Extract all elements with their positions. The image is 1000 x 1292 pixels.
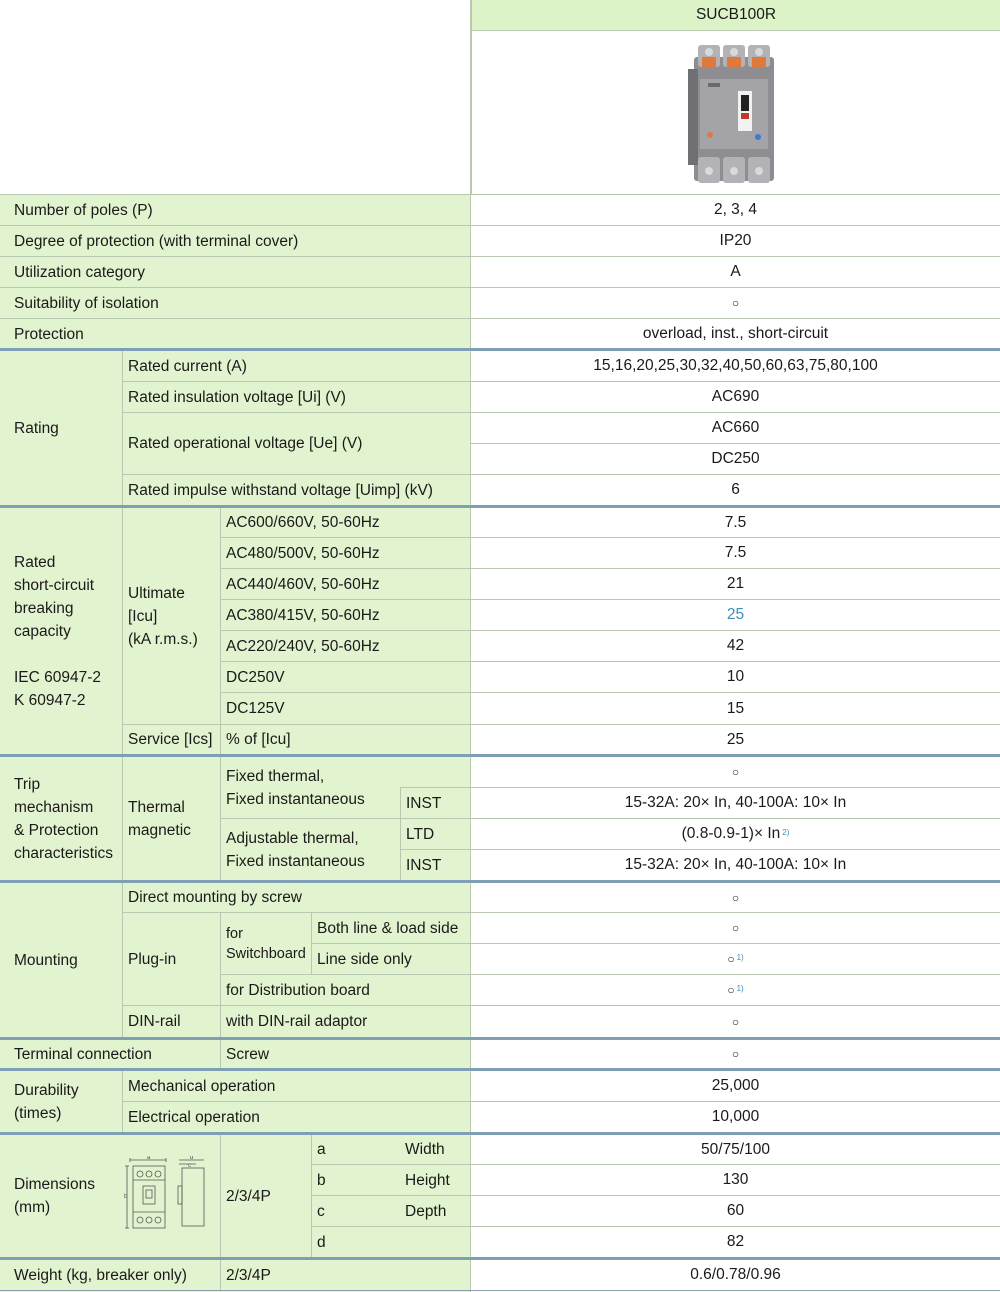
dimension-code: a xyxy=(317,1141,326,1158)
insulation-voltage-value: AC690 xyxy=(711,388,760,405)
switchboard-label: for Switchboard xyxy=(226,925,306,962)
terminal-connection-value: ○ xyxy=(731,1047,740,1061)
adj-ltd-value: (0.8-0.9-1)× In $^{2)}$ xyxy=(681,825,790,842)
distribution-board-label: for Distribution board xyxy=(226,981,370,999)
rated-current-label: Rated current (A) xyxy=(128,357,247,375)
drawing-label-a: a xyxy=(147,1156,151,1161)
insulation-voltage-label: Rated insulation voltage [Ui] (V) xyxy=(128,388,346,406)
breaking-row-value: 7.5 xyxy=(724,513,747,531)
breaking-row-label: AC480/500V, 50-60Hz xyxy=(226,544,380,562)
drawing-label-d: d xyxy=(190,1156,194,1161)
general-row-label: Utilization category xyxy=(14,263,145,281)
general-row-label: Protection xyxy=(14,325,84,343)
direct-mounting-label: Direct mounting by screw xyxy=(128,889,303,906)
mounting-group-label: Mounting xyxy=(14,951,78,969)
service-ics-value: 25 xyxy=(726,730,745,748)
breaking-row-label: AC380/415V, 50-60Hz xyxy=(226,606,380,624)
fixed-thermal-label: Fixed thermal, Fixed instantaneous xyxy=(226,767,365,808)
dimension-drawing xyxy=(124,1156,216,1236)
fixed-inst-value: 15-32A: 20× In, 40-100A: 10× In xyxy=(624,794,847,811)
general-row-value: 2, 3, 4 xyxy=(713,201,758,218)
din-rail-label: DIN-rail xyxy=(128,1013,181,1030)
general-row-label: Number of poles (P) xyxy=(14,201,153,219)
fixed-thermal-value: ○ xyxy=(731,765,740,779)
service-ics-sub-label: % of [Icu] xyxy=(226,731,291,748)
dimension-code: b xyxy=(317,1171,326,1189)
breaking-row-label: AC600/660V, 50-60Hz xyxy=(226,514,380,531)
adjustable-thermal-label: Adjustable thermal, Fixed instantaneous xyxy=(226,829,365,870)
weight-poles-label: 2/3/4P xyxy=(226,1266,271,1284)
rating-group-label: Rating xyxy=(14,419,59,437)
rated-current-value: 15,16,20,25,30,32,40,50,60,63,75,80,100 xyxy=(593,357,878,374)
dimension-label: Width xyxy=(405,1141,445,1158)
dimension-value: 82 xyxy=(726,1233,745,1250)
breaking-row-label: AC440/460V, 50-60Hz xyxy=(226,575,380,593)
breaking-row-label: AC220/240V, 50-60Hz xyxy=(226,637,380,655)
both-side-value: ○ xyxy=(731,921,740,935)
dimension-value: 130 xyxy=(722,1171,749,1188)
din-rail-adaptor-label: with DIN-rail adaptor xyxy=(226,1013,368,1030)
operational-voltage-ac-value: AC660 xyxy=(711,419,760,436)
adj-ltd-code: LTD xyxy=(406,825,435,843)
dimension-label: Height xyxy=(405,1171,450,1189)
model-name: SUCB100R xyxy=(695,6,777,23)
plug-in-label: Plug-in xyxy=(128,950,177,968)
breaking-row-value: 21 xyxy=(726,575,745,592)
drawing-label-c: c xyxy=(188,1163,191,1169)
trip-mechanism-group-label: Trip mechanism & Protection characteristics xyxy=(14,775,114,862)
footnote-2: 2) xyxy=(782,827,790,837)
dimension-code: d xyxy=(317,1233,326,1251)
footnote-1: 1) xyxy=(736,983,744,993)
general-row-label: Degree of protection (with terminal cover) xyxy=(14,232,299,250)
dimensions-poles-label: 2/3/4P xyxy=(226,1187,271,1205)
dimension-label xyxy=(400,1227,470,1257)
breaking-row-value: 7.5 xyxy=(724,544,747,561)
drawing-label-b: b xyxy=(124,1194,128,1200)
line-side-value: ○ $^{1)}$ xyxy=(727,952,744,966)
dimension-label: Depth xyxy=(405,1202,447,1220)
din-rail-value: ○ xyxy=(731,1014,740,1029)
breaking-row-value: 42 xyxy=(726,637,745,654)
adj-inst-value: 15-32A: 20× In, 40-100A: 10× In xyxy=(624,856,847,873)
general-row-label: Suitability of isolation xyxy=(14,294,159,312)
circuit-breaker-image xyxy=(680,39,790,189)
breaking-row-value: 15 xyxy=(726,699,745,717)
dimension-value: 60 xyxy=(726,1202,745,1219)
impulse-voltage-value: 6 xyxy=(731,481,740,498)
footnote-1: 1) xyxy=(736,952,744,962)
line-side-label: Line side only xyxy=(317,950,412,968)
impulse-voltage-label: Rated impulse withstand voltage [Uimp] (kV) xyxy=(128,481,433,499)
weight-label: Weight (kg, breaker only) xyxy=(14,1266,187,1284)
electrical-operation-value: 10,000 xyxy=(711,1108,760,1125)
breaking-row-label: DC125V xyxy=(226,700,285,717)
dimension-value: 50/75/100 xyxy=(701,1140,770,1158)
breaking-row-value-highlight: 25 xyxy=(726,606,745,623)
weight-value: 0.6/0.78/0.96 xyxy=(690,1266,781,1283)
mechanical-operation-value: 25,000 xyxy=(711,1077,760,1094)
general-row-value: IP20 xyxy=(719,232,752,249)
product-image-cell xyxy=(471,31,1000,194)
terminal-connection-sub: Screw xyxy=(226,1045,270,1063)
model-header xyxy=(471,0,1000,31)
general-row-value: A xyxy=(730,263,741,280)
dimension-code: c xyxy=(317,1202,325,1220)
general-row-value: ○ xyxy=(731,296,740,310)
operational-voltage-dc-value: DC250 xyxy=(711,450,760,467)
general-row-value: overload, inst., short-circuit xyxy=(642,325,829,342)
breaking-row-value: 10 xyxy=(726,668,745,685)
trip-type-label: Thermal magnetic xyxy=(128,798,191,839)
durability-group-label: Durability (times) xyxy=(14,1081,79,1122)
mechanical-operation-label: Mechanical operation xyxy=(128,1077,276,1095)
dimensions-group-label: Dimensions (mm) xyxy=(14,1176,95,1216)
fixed-inst-code: INST xyxy=(406,794,442,812)
direct-mounting-value: ○ xyxy=(731,890,740,905)
operational-voltage-label: Rated operational voltage [Ue] (V) xyxy=(128,435,363,452)
ultimate-icu-label: Ultimate [Icu] (kA r.m.s.) xyxy=(128,584,198,648)
breaking-capacity-group-label: Rated short-circuit breaking capacity IEC 60947-2 K 60947-2 xyxy=(14,553,102,709)
distribution-board-value: ○ $^{1)}$ xyxy=(727,983,744,997)
both-side-label: Both line & load side xyxy=(317,919,459,937)
breaking-row-label: DC250V xyxy=(226,668,285,686)
terminal-connection-label: Terminal connection xyxy=(14,1045,152,1063)
service-ics-label: Service [Ics] xyxy=(128,731,213,748)
adj-inst-code: INST xyxy=(406,856,442,874)
electrical-operation-label: Electrical operation xyxy=(128,1108,260,1126)
